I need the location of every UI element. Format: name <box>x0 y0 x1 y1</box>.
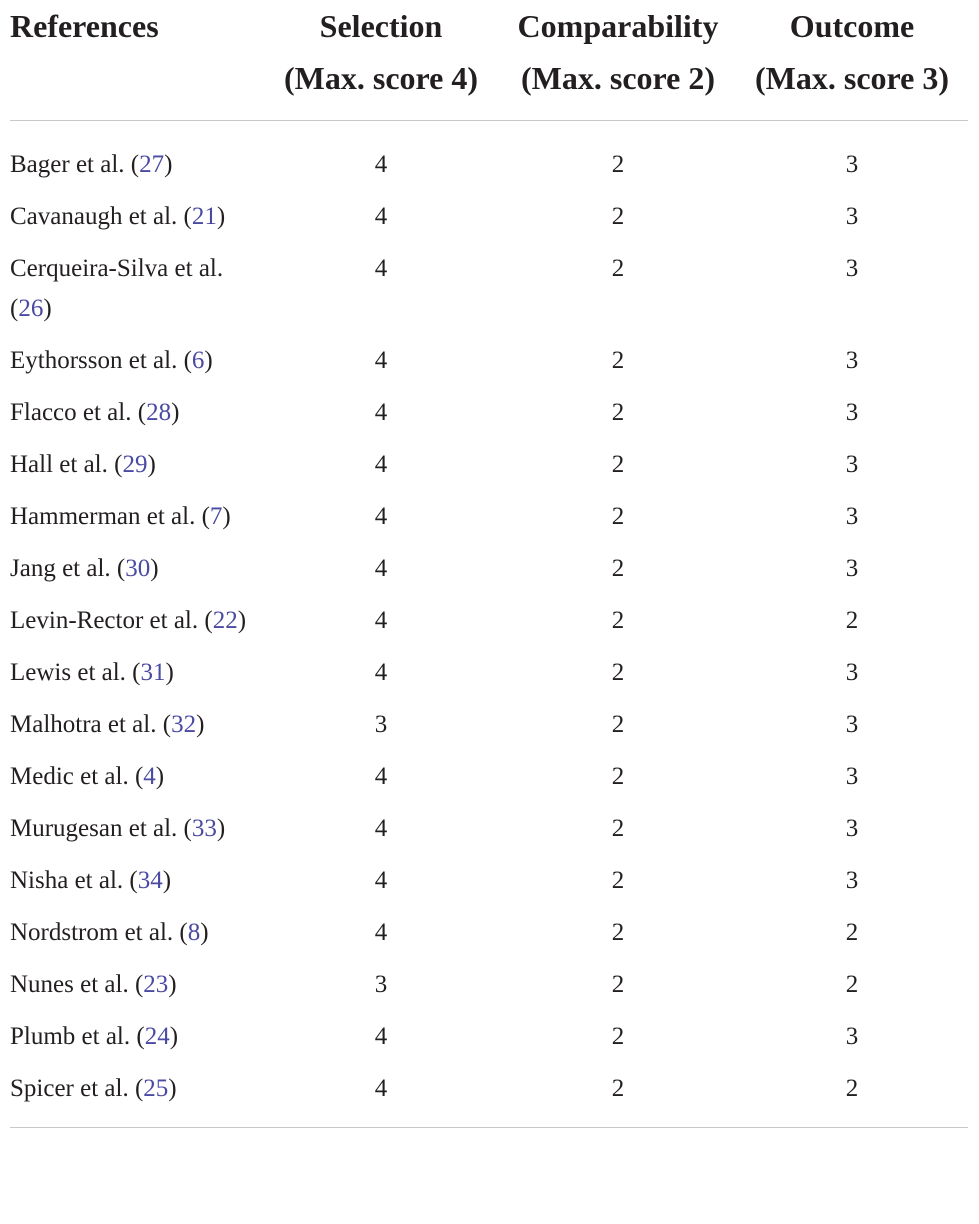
selection-score-cell: 4 <box>374 659 388 686</box>
outcome-score-cell: 3 <box>845 659 859 686</box>
citation-close-paren: ) <box>162 867 172 894</box>
table-row <box>10 445 968 497</box>
header-comparability <box>500 0 736 121</box>
outcome-score-cell: 2 <box>845 919 859 946</box>
citation-link[interactable]: 8 <box>187 919 201 946</box>
reference-cell <box>10 393 262 445</box>
citation-link[interactable]: 24 <box>144 1023 170 1050</box>
selection-score-cell: 3 <box>374 711 388 738</box>
table-row <box>10 757 968 809</box>
selection-score-cell: 4 <box>374 763 388 790</box>
comparability-score-cell: 2 <box>611 867 625 894</box>
citation-close-paren: ) <box>164 151 173 178</box>
table-body <box>10 121 968 1128</box>
reference-cell <box>10 913 262 965</box>
table-row <box>10 653 968 705</box>
header-selection-line-1: Selection <box>319 8 443 44</box>
outcome-score-cell: 3 <box>845 203 859 230</box>
outcome-score-cell: 3 <box>845 151 859 178</box>
table-row <box>10 913 968 965</box>
reference-cell <box>10 705 262 757</box>
reference-name: Lewis et al. ( <box>10 659 141 686</box>
quality-assessment-table <box>10 0 968 1128</box>
table-row <box>10 705 968 757</box>
quality-assessment-table-container <box>10 0 968 1128</box>
comparability-score-cell: 2 <box>611 815 625 842</box>
citation-link[interactable]: 28 <box>146 399 172 426</box>
reference-name: Malhotra et al. ( <box>10 711 172 738</box>
selection-score-cell: 4 <box>374 203 388 230</box>
reference-cell <box>10 809 262 861</box>
selection-score-cell: 4 <box>374 867 388 894</box>
reference-cell <box>10 249 262 341</box>
outcome-score-cell: 3 <box>845 399 859 426</box>
reference-name: Nunes et al. ( <box>10 971 144 998</box>
table-row <box>10 809 968 861</box>
citation-close-paren: ) <box>147 451 156 478</box>
reference-cell <box>10 445 262 497</box>
table-row <box>10 1017 968 1069</box>
citation-link[interactable]: 29 <box>122 451 148 478</box>
table-header <box>10 0 968 121</box>
comparability-score-cell: 2 <box>611 711 625 738</box>
reference-cell <box>10 341 262 393</box>
citation-close-paren: ) <box>222 503 231 530</box>
comparability-score-cell: 2 <box>611 451 625 478</box>
reference-name: Levin-Rector et al. ( <box>10 607 213 634</box>
reference-name: Eythorsson et al. ( <box>10 347 192 374</box>
citation-link[interactable]: 25 <box>143 1075 169 1102</box>
table-row <box>10 341 968 393</box>
outcome-score-cell: 3 <box>845 711 859 738</box>
reference-name: Cavanaugh et al. ( <box>10 203 192 230</box>
reference-cell <box>10 965 262 1017</box>
header-selection-line-2: (Max. score 4) <box>284 60 478 96</box>
comparability-score-cell: 2 <box>611 763 625 790</box>
citation-link[interactable]: 34 <box>137 867 163 894</box>
reference-name: Nordstrom et al. ( <box>10 919 188 946</box>
outcome-score-cell: 3 <box>845 1023 859 1050</box>
outcome-score-cell: 3 <box>845 815 859 842</box>
reference-cell <box>10 861 262 913</box>
citation-close-paren: ) <box>216 815 226 842</box>
reference-name: Medic et al. ( <box>10 763 144 790</box>
citation-close-paren: ) <box>196 711 205 738</box>
header-outcome-line-2: (Max. score 3) <box>755 60 949 96</box>
citation-link[interactable]: 6 <box>191 347 205 374</box>
header-outcome <box>736 0 968 121</box>
selection-score-cell: 4 <box>374 151 388 178</box>
comparability-score-cell: 2 <box>500 1069 736 1128</box>
citation-close-paren: ) <box>204 347 213 374</box>
reference-cell <box>10 1069 262 1128</box>
reference-name: Bager et al. ( <box>10 151 140 178</box>
comparability-score-cell: 2 <box>611 347 625 374</box>
selection-score-cell: 4 <box>374 503 388 530</box>
table-row <box>10 197 968 249</box>
comparability-score-cell: 2 <box>611 503 625 530</box>
reference-cell <box>10 121 262 198</box>
outcome-score-cell: 3 <box>845 867 859 894</box>
outcome-score-cell: 3 <box>845 451 859 478</box>
table-row <box>10 249 968 341</box>
reference-name: Spicer et al. ( <box>10 1075 144 1102</box>
comparability-score-cell: 2 <box>611 971 625 998</box>
reference-cell <box>10 601 262 653</box>
reference-cell <box>10 197 262 249</box>
header-references <box>10 0 262 121</box>
citation-link[interactable]: 4 <box>143 763 156 790</box>
selection-score-cell: 4 <box>374 919 388 946</box>
header-references-line-1: References <box>10 8 159 44</box>
outcome-score-cell: 3 <box>845 763 859 790</box>
comparability-score-cell: 2 <box>611 399 625 426</box>
citation-close-paren: ) <box>43 295 52 322</box>
table-row <box>10 497 968 549</box>
reference-cell <box>10 549 262 601</box>
outcome-score-cell: 3 <box>845 347 859 374</box>
reference-name: Jang et al. ( <box>10 555 126 582</box>
outcome-score-cell: 2 <box>845 971 859 998</box>
header-row <box>10 0 968 121</box>
table-row <box>10 601 968 653</box>
citation-close-paren: ) <box>237 607 247 634</box>
comparability-score-cell: 2 <box>611 919 625 946</box>
selection-score-cell: 4 <box>374 555 388 582</box>
header-comparability-line-2: (Max. score 2) <box>521 60 715 96</box>
comparability-score-cell: 2 <box>611 607 625 634</box>
citation-link[interactable]: 21 <box>191 203 217 230</box>
citation-link[interactable]: 27 <box>139 151 165 178</box>
citation-close-paren: ) <box>150 555 159 582</box>
comparability-score-cell: 2 <box>611 659 625 686</box>
reference-name: Flacco et al. ( <box>10 399 147 426</box>
selection-score-cell: 4 <box>374 607 388 634</box>
header-comparability-line-1: Comparability <box>517 8 719 44</box>
selection-score-cell: 4 <box>374 399 388 426</box>
reference-name: Nisha et al. ( <box>10 867 138 894</box>
selection-score-cell: 4 <box>374 815 388 842</box>
header-selection <box>262 0 500 121</box>
comparability-score-cell: 2 <box>611 151 625 178</box>
citation-link[interactable]: 7 <box>209 503 223 530</box>
citation-link[interactable]: 22 <box>212 607 238 634</box>
citation-link[interactable]: 23 <box>143 971 169 998</box>
table-row <box>10 861 968 913</box>
citation-link[interactable]: 32 <box>171 711 197 738</box>
table-row <box>10 393 968 445</box>
citation-close-paren: ) <box>169 1023 179 1050</box>
citation-close-paren: ) <box>165 659 174 686</box>
citation-close-paren: ) <box>168 1075 177 1102</box>
reference-name: Plumb et al. ( <box>10 1023 145 1050</box>
reference-cell <box>10 497 262 549</box>
comparability-score-cell: 2 <box>611 555 625 582</box>
selection-score-cell: 4 <box>374 347 388 374</box>
citation-link[interactable]: 30 <box>125 555 151 582</box>
header-outcome-line-1: Outcome <box>789 8 915 44</box>
citation-close-paren: ) <box>200 919 209 946</box>
outcome-score-cell: 3 <box>845 503 859 530</box>
outcome-score-cell: 3 <box>845 255 859 282</box>
table-row <box>10 965 968 1017</box>
reference-name: Murugesan et al. ( <box>10 815 192 842</box>
citation-close-paren: ) <box>155 763 165 790</box>
citation-link[interactable]: 31 <box>140 659 166 686</box>
citation-close-paren: ) <box>171 399 180 426</box>
comparability-score-cell: 2 <box>611 203 625 230</box>
reference-cell <box>10 653 262 705</box>
reference-name: Hall et al. ( <box>10 451 123 478</box>
table-row <box>10 1069 968 1128</box>
citation-close-paren: ) <box>216 203 226 230</box>
table-row <box>10 549 968 601</box>
citation-close-paren: ) <box>168 971 177 998</box>
selection-score-cell: 4 <box>262 1069 500 1128</box>
citation-link[interactable]: 33 <box>191 815 217 842</box>
outcome-score-cell: 2 <box>736 1069 968 1128</box>
reference-name: Cerqueira-Silva et al. ( <box>10 255 224 322</box>
selection-score-cell: 3 <box>374 971 388 998</box>
selection-score-cell: 4 <box>374 255 388 282</box>
outcome-score-cell: 3 <box>845 555 859 582</box>
reference-cell <box>10 1017 262 1069</box>
table-row <box>10 121 968 198</box>
outcome-score-cell: 2 <box>845 607 859 634</box>
reference-name: Hammerman et al. ( <box>10 503 210 530</box>
selection-score-cell: 4 <box>374 451 388 478</box>
comparability-score-cell: 2 <box>611 255 625 282</box>
comparability-score-cell: 2 <box>611 1023 625 1050</box>
selection-score-cell: 4 <box>374 1023 388 1050</box>
reference-cell <box>10 757 262 809</box>
citation-link[interactable]: 26 <box>18 295 44 322</box>
